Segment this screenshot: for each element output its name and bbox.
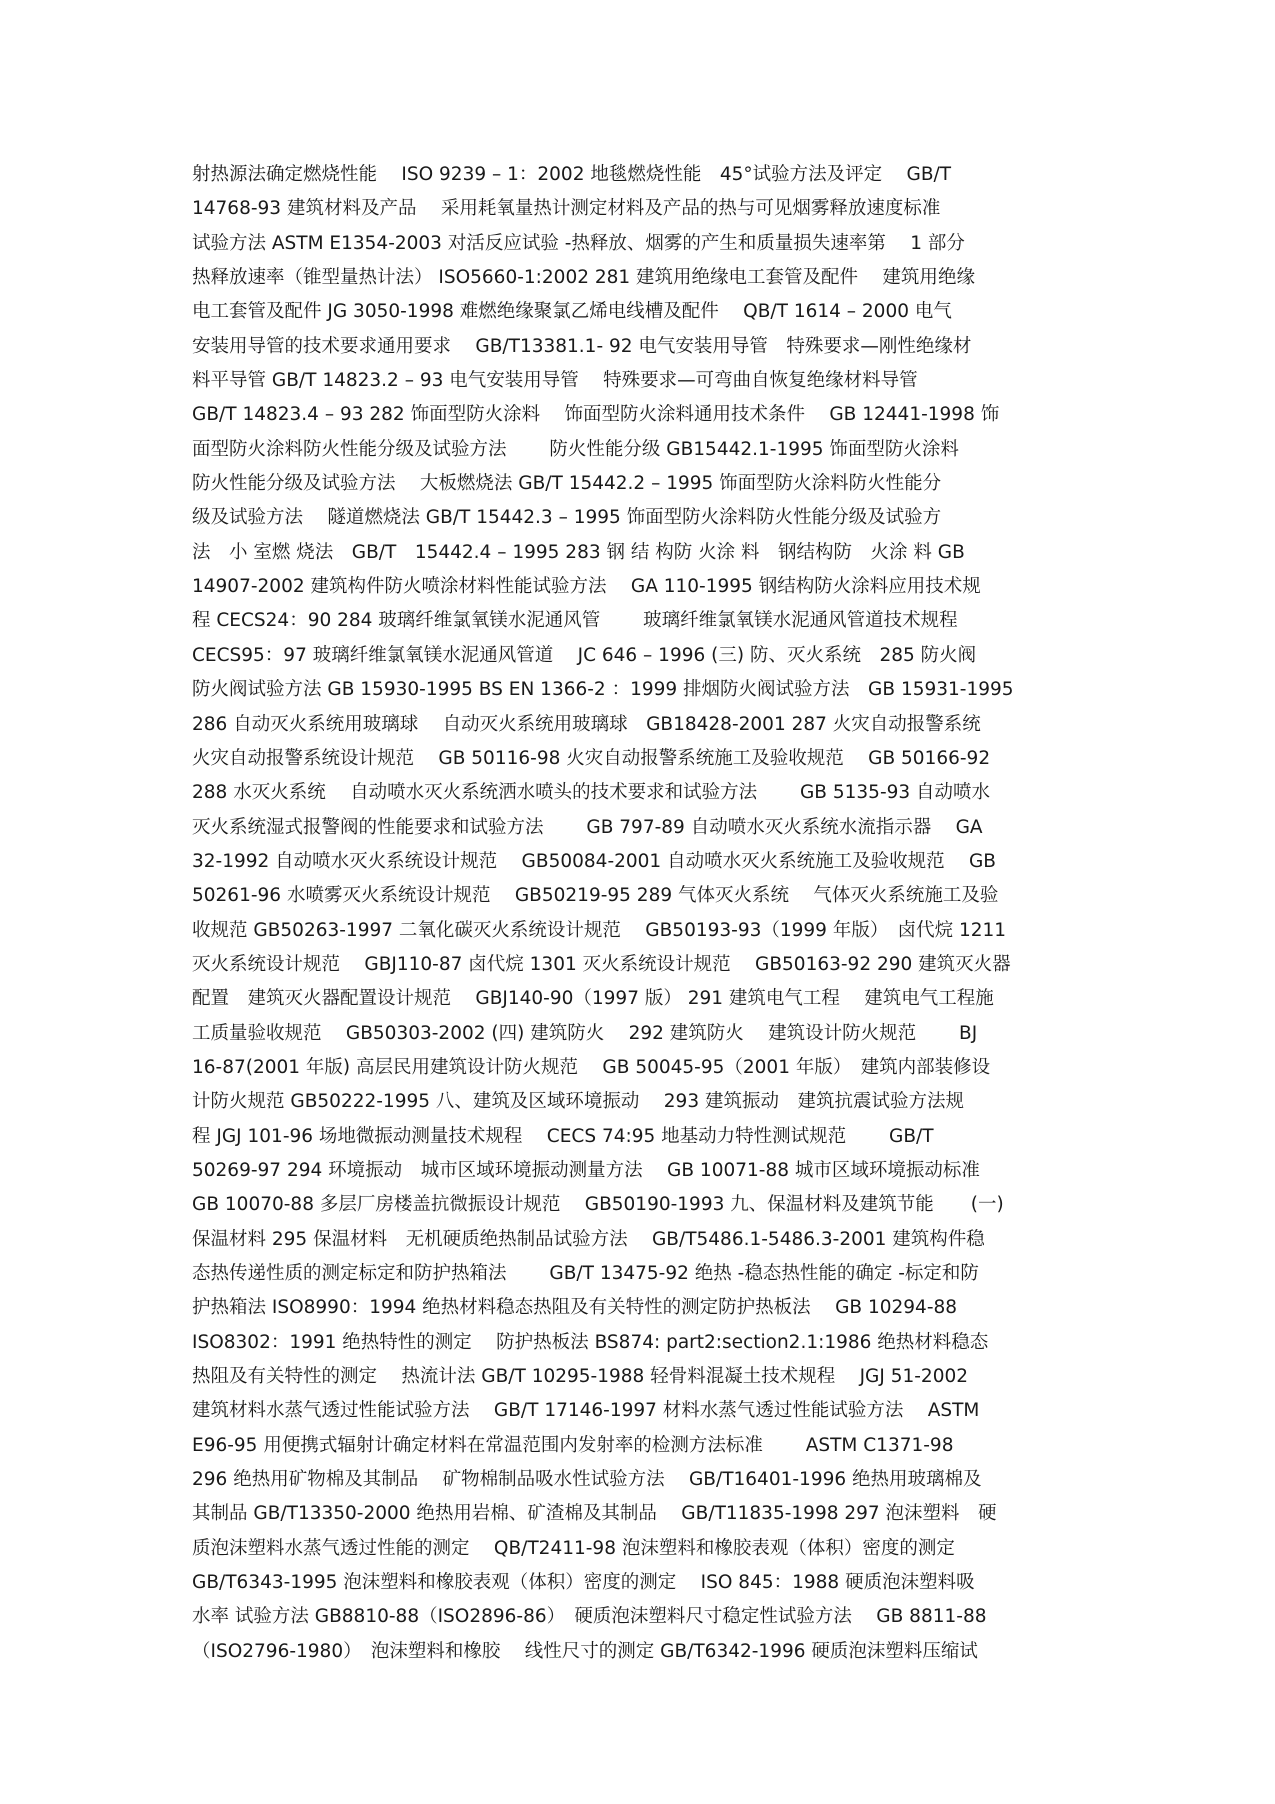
text-line: 料平导管 GB/T 14823.2 – 93 电气安装用导管 特殊要求—可弯曲自恢复绝缘材料导管 (192, 370, 918, 392)
text-line: 电工套管及配件 JG 3050-1998 难燃绝缘聚氯乙烯电线槽及配件 QB/T 1614 – 2000 电气 (192, 301, 952, 323)
text-line: 灭火系统设计规范 GBJ110-87 卤代烷 1301 灭火系统设计规范 GB50163-92 290 建筑灭火器 (192, 953, 1011, 975)
text-line: 配置 建筑灭火器配置设计规范 GBJ140-90（1997 版） 291 建筑电气工程 建筑电气工程施 (192, 988, 994, 1010)
text-line: 程 JGJ 101-96 场地微振动测量技术规程 CECS 74:95 地基动力特性测试规范 GB/T (192, 1125, 934, 1147)
text-line: 296 绝热用矿物棉及其制品 矿物棉制品吸水性试验方法 GB/T16401-1996 绝热用玻璃棉及 (192, 1469, 982, 1491)
text-line: 热释放速率（锥型量热计法） ISO5660-1:2002 281 建筑用绝缘电工套管及配件 建筑用绝缘 (192, 267, 975, 289)
text-line: 286 自动灭火系统用玻璃球 自动灭火系统用玻璃球 GB18428-2001 287 火灾自动报警系统 (192, 713, 981, 735)
text-line: 14907-2002 建筑构件防火喷涂材料性能试验方法 GA 110-1995 钢结构防火涂料应用技术规 (192, 576, 981, 598)
text-line: 50261-96 水喷雾灭火系统设计规范 GB50219-95 289 气体灭火系统 气体灭火系统施工及验 (192, 885, 999, 907)
text-line: 计防火规范 GB50222-1995 八、建筑及区域环境振动 293 建筑振动 建筑抗震试验方法规 (192, 1091, 964, 1113)
text-line: GB 10070-88 多层厂房楼盖抗微振设计规范 GB50190-1993 九、保温材料及建筑节能 (一) (192, 1194, 1004, 1216)
text-line: 热阻及有关特性的测定 热流计法 GB/T 10295-1988 轻骨料混凝土技术规程 JGJ 51-2002 (192, 1366, 968, 1388)
text-line: CECS95：97 玻璃纤维氯氧镁水泥通风管道 JC 646 – 1996 (三) 防、灭火系统 285 防火阀 (192, 644, 977, 666)
text-line: 288 水灭火系统 自动喷水灭火系统洒水喷头的技术要求和试验方法 GB 5135-93 自动喷水 (192, 782, 991, 804)
text-line: 50269-97 294 环境振动 城市区域环境振动测量方法 GB 10071-88 城市区域环境振动标准 (192, 1159, 980, 1181)
text-line: 保温材料 295 保温材料 无机硬质绝热制品试验方法 GB/T5486.1-5486.3-2001 建筑构件稳 (192, 1228, 985, 1250)
text-line: 安装用导管的技术要求通用要求 GB/T13381.1- 92 电气安装用导管 特殊要求—刚性绝缘材 (192, 335, 972, 357)
text-line: 建筑材料水蒸气透过性能试验方法 GB/T 17146-1997 材料水蒸气透过性能试验方法 ASTM (192, 1400, 980, 1422)
text-line: 质泡沫塑料水蒸气透过性能的测定 QB/T2411-98 泡沫塑料和橡胶表观（体积）密度的测定 (192, 1537, 955, 1559)
text-line: 态热传递性质的测定标定和防护热箱法 GB/T 13475-92 绝热 -稳态热性能的确定 -标定和防 (192, 1263, 979, 1284)
text-line: 工质量验收规范 GB50303-2002 (四) 建筑防火 292 建筑防火 建筑设计防火规范 BJ (192, 1022, 978, 1044)
text-line: 14768-93 建筑材料及产品 采用耗氧量热计测定材料及产品的热与可见烟雾释放速度标准 (192, 198, 941, 220)
text-line: 其制品 GB/T13350-2000 绝热用岩棉、矿渣棉及其制品 GB/T11835-1998 297 泡沫塑料 硬 (192, 1503, 997, 1525)
text-line: 面型防火涂料防火性能分级及试验方法 防火性能分级 GB15442.1-1995 饰面型防火涂料 (192, 438, 959, 460)
text-line: GB/T6343-1995 泡沫塑料和橡胶表观（体积）密度的测定 ISO 845：1988 硬质泡沫塑料吸 (192, 1572, 975, 1594)
text-line: 程 CECS24：90 284 玻璃纤维氯氧镁水泥通风管 玻璃纤维氯氧镁水泥通风管道技术规程 (192, 610, 958, 632)
text-line: 防火性能分级及试验方法 大板燃烧法 GB/T 15442.2 – 1995 饰面型防火涂料防火性能分 (192, 473, 942, 495)
text-line: 防火阀试验方法 GB 15930-1995 BS EN 1366-2 ：1999 排烟防火阀试验方法 GB 15931-1995 (192, 679, 1014, 701)
text-line: E96-95 用便携式辐射计确定材料在常温范围内发射率的检测方法标准 ASTM C1371-98 (192, 1434, 954, 1456)
text-line: 试验方法 ASTM E1354-2003 对活反应试验 -热释放、烟雾的产生和质量损失速率第 1 部分 (192, 232, 965, 254)
text-line: 16-87(2001 年版) 高层民用建筑设计防火规范 GB 50045-95（2001 年版） 建筑内部装修设 (192, 1056, 991, 1078)
text-line: 收规范 GB50263-1997 二氧化碳灭火系统设计规范 GB50193-93（1999 年版） 卤代烷 1211 (192, 919, 1007, 941)
text-line: 级及试验方法 隧道燃烧法 GB/T 15442.3 – 1995 饰面型防火涂料防火性能分级及试验方 (192, 507, 942, 529)
text-line: 灭火系统湿式报警阀的性能要求和试验方法 GB 797-89 自动喷水灭火系统水流指示器 GA (192, 816, 983, 838)
text-line: （ISO2796-1980） 泡沫塑料和橡胶 线性尺寸的测定 GB/T6342-1996 硬质泡沫塑料压缩试 (192, 1640, 978, 1662)
text-line: GB/T 14823.4 – 93 282 饰面型防火涂料 饰面型防火涂料通用技术条件 GB 12441-1998 饰 (192, 404, 1000, 426)
text-line: ISO8302：1991 绝热特性的测定 防护热板法 BS874: part2:section2.1:1986 绝热材料稳态 (192, 1331, 989, 1353)
document-body (192, 158, 1092, 1669)
text-line: 火灾自动报警系统设计规范 GB 50116-98 火灾自动报警系统施工及验收规范 GB 50166-92 (192, 747, 991, 769)
text-line: 水率 试验方法 GB8810-88（ISO2896-86） 硬质泡沫塑料尺寸稳定性试验方法 GB 8811-88 (192, 1606, 987, 1628)
text-line: 护热箱法 ISO8990：1994 绝热材料稳态热阻及有关特性的测定防护热板法 GB 10294-88 (192, 1297, 958, 1319)
text-line: 法 小 室燃 烧法 GB/T 15442.4 – 1995 283 钢 结 构防 火涂 料 钢结构防 火涂 料 GB (192, 541, 965, 563)
text-line: 32-1992 自动喷水灭火系统设计规范 GB50084-2001 自动喷水灭火系统施工及验收规范 GB (192, 850, 996, 872)
text-line: 射热源法确定燃烧性能 ISO 9239 – 1：2002 地毯燃烧性能 45°试验方法及评定 GB/T (192, 164, 952, 185)
